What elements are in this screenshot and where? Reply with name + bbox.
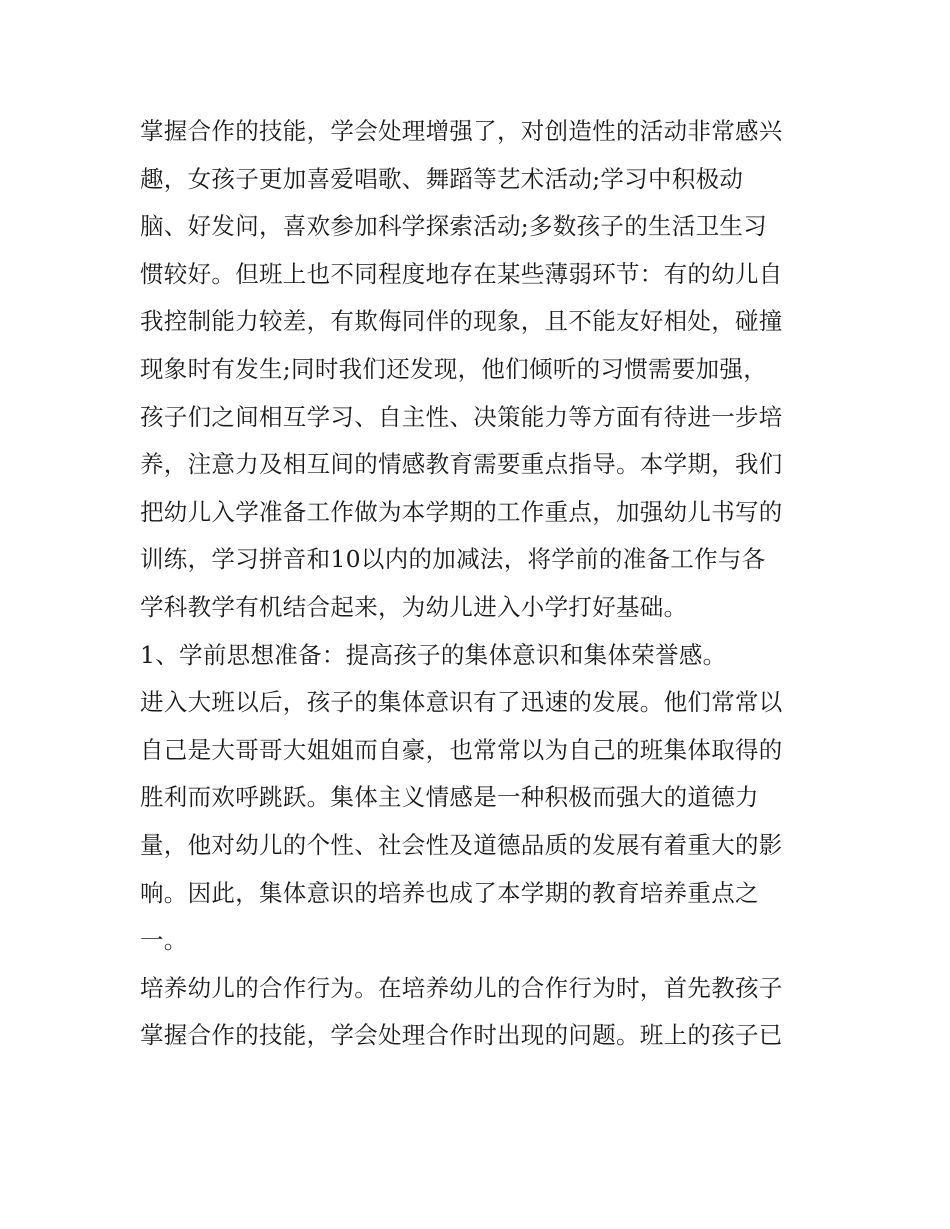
text-line: 掌握合作的技能，学会处理合作时出现的问题。班上的孩子已 <box>140 1021 783 1050</box>
text-line: 把幼儿入学准备工作做为本学期的工作重点，加强幼儿书写的 <box>140 497 783 526</box>
text-line: 胜利而欢呼跳跃。集体主义情感是一种积极而强大的道德力 <box>140 783 759 812</box>
body-text <box>140 108 830 1060</box>
text-line: 一。 <box>140 926 188 955</box>
text-line: 惯较好。但班上也不同程度地存在某些薄弱环节：有的幼儿自 <box>140 259 783 288</box>
text-line: 量，他对幼儿的个性、社会性及道德品质的发展有着重大的影 <box>140 830 783 859</box>
text-line: 掌握合作的技能，学会处理增强了，对创造性的活动非常感兴 <box>140 117 783 145</box>
text-line: 养，注意力及相互间的情感教育需要重点指导。本学期，我们 <box>140 450 783 479</box>
text-line: 现象时有发生;同时我们还发现，他们倾听的习惯需要加强， <box>140 354 768 383</box>
text-line: 我控制能力较差，有欺侮同伴的现象，且不能友好相处，碰撞 <box>140 307 783 336</box>
text-line: 训练，学习拼音和10以内的加减法，将学前的准备工作与各 <box>140 545 766 574</box>
text-line: 培养幼儿的合作行为。在培养幼儿的合作行为时，首先教孩子 <box>140 973 783 1002</box>
section-heading: 1、学前思想准备：提高孩子的集体意识和集体荣誉感。 <box>140 640 727 669</box>
text-line: 响。因此，集体意识的培养也成了本学期的教育培养重点之 <box>140 878 759 907</box>
text-line: 进入大班以后，孩子的集体意识有了迅速的发展。他们常常以 <box>140 688 783 717</box>
text-line: 脑、好发问，喜欢参加科学探索活动;多数孩子的生活卫生习 <box>140 212 768 241</box>
text-line: 学科教学有机结合起来，为幼儿进入小学打好基础。 <box>140 592 688 621</box>
text-line: 孩子们之间相互学习、自主性、决策能力等方面有待进一步培 <box>140 402 783 431</box>
text-line: 自己是大哥哥大姐姐而自豪，也常常以为自己的班集体取得的 <box>140 735 783 764</box>
text-line: 趣，女孩子更加喜爱唱歌、舞蹈等艺术活动;学习中积极动 <box>140 164 744 193</box>
